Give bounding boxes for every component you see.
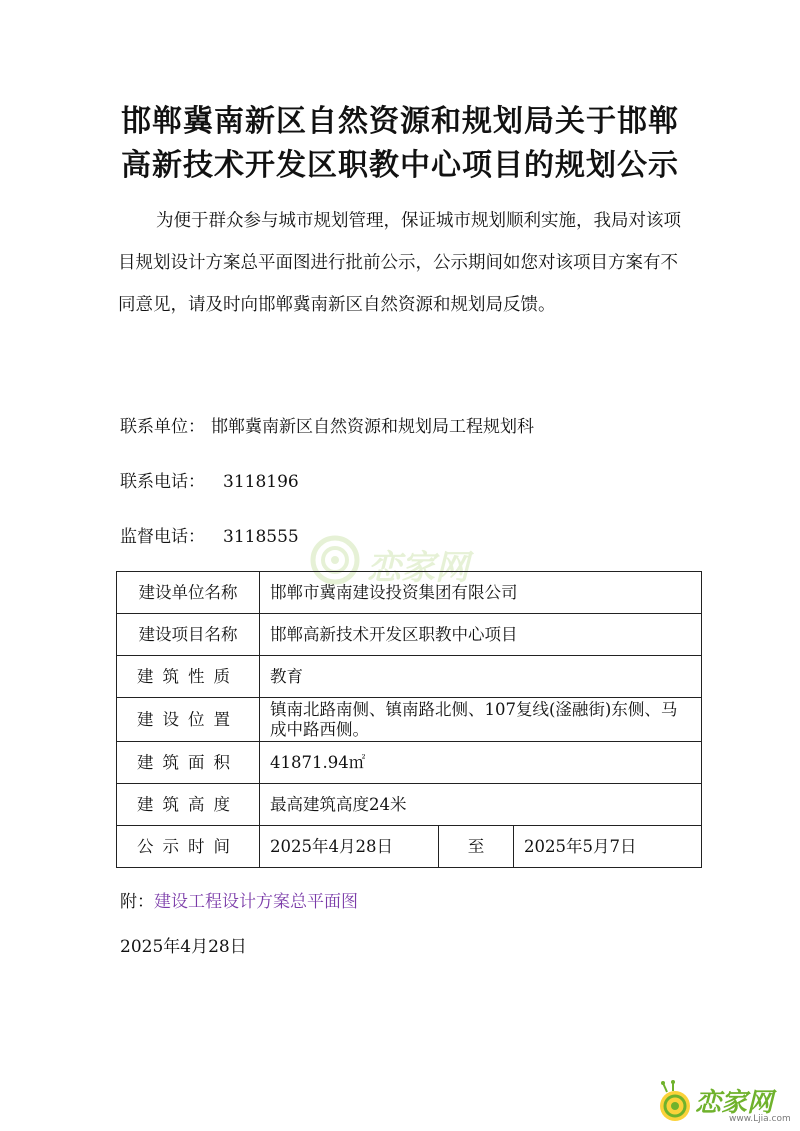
table-row <box>117 614 702 656</box>
logo-url: www.Ljia.com <box>729 1114 791 1124</box>
row-label: 建设单位名称 <box>117 572 260 614</box>
row-value: 邯郸市冀南建设投资集团有限公司 <box>260 572 702 614</box>
row-value: 教育 <box>260 656 702 698</box>
supervise-phone-label: 监督电话： <box>120 527 205 547</box>
contact-phone <box>120 471 299 493</box>
period-to: 至 <box>439 826 514 868</box>
attachment-label: 附： <box>120 892 154 912</box>
supervise-phone-value: 3118555 <box>223 527 299 547</box>
contact-unit-value: 邯郸冀南新区自然资源和规划局工程规划科 <box>211 417 534 437</box>
attachment <box>120 887 358 912</box>
attachment-link[interactable]: 建设工程设计方案总平面图 <box>154 892 358 912</box>
row-label: 建筑性质 <box>117 656 260 698</box>
table-row <box>117 742 702 784</box>
row-value: 镇南北路南侧、镇南路北侧、107复线(滏融街)东侧、马成中路西侧。 <box>260 698 702 742</box>
row-label: 建设项目名称 <box>117 614 260 656</box>
title-line-1: 邯郸冀南新区自然资源和规划局关于邯郸 <box>121 104 679 139</box>
intro-paragraph: 为便于群众参与城市规划管理，保证城市规划顺利实施，我局对该项目规划设计方案总平面图进行批前公示，公示期间如您对该项目方案有不同意见，请及时向邯郸冀南新区自然资源和规划局反馈。 <box>118 211 681 315</box>
logo-text: 恋家网 <box>695 1088 774 1118</box>
row-value: 41871.94㎡ <box>260 742 702 784</box>
page-title <box>60 100 740 188</box>
row-label: 建筑面积 <box>117 742 260 784</box>
contact-unit <box>120 416 534 438</box>
title-line-2: 高新技术开发区职教中心项目的规划公示 <box>121 148 679 183</box>
project-info-table <box>116 571 702 868</box>
contact-phone-label: 联系电话： <box>120 472 205 492</box>
period-end: 2025年5月7日 <box>514 826 702 868</box>
table-row <box>117 784 702 826</box>
table-row <box>117 698 702 742</box>
table-row <box>117 656 702 698</box>
brand-logo <box>655 1080 790 1128</box>
row-label: 建筑高度 <box>117 784 260 826</box>
row-value: 邯郸高新技术开发区职教中心项目 <box>260 614 702 656</box>
issue-date: 2025年4月28日 <box>120 937 247 957</box>
supervise-phone <box>120 526 299 548</box>
snail-logo-icon <box>655 1080 695 1124</box>
table-row <box>117 572 702 614</box>
contact-phone-value: 3118196 <box>223 472 299 492</box>
table-row-period <box>117 826 702 868</box>
contact-unit-label: 联系单位： <box>120 417 205 437</box>
row-value: 最高建筑高度24米 <box>260 784 702 826</box>
period-start: 2025年4月28日 <box>260 826 439 868</box>
watermark-text: 恋家网 <box>367 548 469 588</box>
row-label: 建设位置 <box>117 698 260 742</box>
period-label: 公示时间 <box>117 826 260 868</box>
